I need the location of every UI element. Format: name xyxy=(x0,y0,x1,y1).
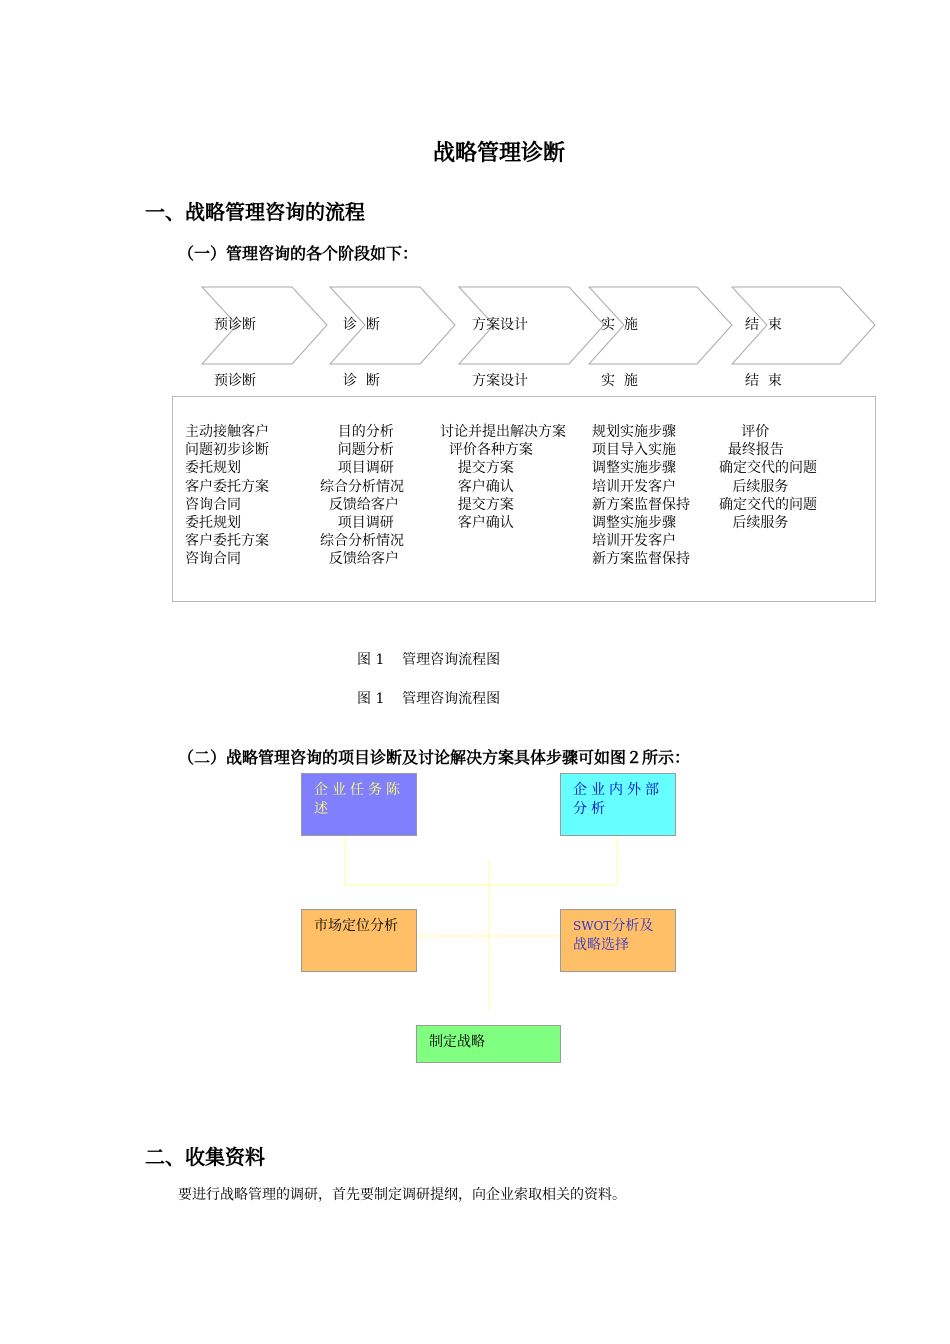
node-internal-external-analysis: 企业内外部分析 xyxy=(560,773,676,836)
task-item: 调整实施步骤 xyxy=(592,515,676,532)
swot-rest-label: 分析及战略选择 xyxy=(573,918,654,953)
swot-label: SWOT xyxy=(573,919,612,933)
task-item: 评价 xyxy=(719,424,770,440)
task-item: 委托规划 xyxy=(185,460,241,477)
task-item: 新方案监督保持 xyxy=(592,496,690,513)
section-2-body: 要进行战略管理的调研，首先要制定调研提纲，向企业索取相关的资料。 xyxy=(178,1187,626,1203)
task-item: 客户确认 xyxy=(440,478,514,495)
task-item: 讨论并提出解决方案 xyxy=(440,424,566,440)
figure-caption-1: 图 1 管理咨询流程图 xyxy=(357,652,501,668)
task-item: 项目导入实施 xyxy=(592,442,676,459)
task-item: 客户委托方案 xyxy=(185,478,269,495)
task-item: 客户确认 xyxy=(440,515,514,532)
task-item: 反馈给客户 xyxy=(320,496,399,513)
task-item: 提交方案 xyxy=(440,460,514,477)
task-item: 综合分析情况 xyxy=(320,533,404,550)
task-item: 评价各种方案 xyxy=(440,442,533,459)
task-item: 问题初步诊断 xyxy=(185,442,269,459)
stage-label-5: 结 束 xyxy=(745,373,782,389)
task-item: 培训开发客户 xyxy=(592,533,676,550)
task-item: 咨询合同 xyxy=(185,496,241,513)
tasks-column-implementation xyxy=(592,423,690,569)
figure-caption-2: 图 1 管理咨询流程图 xyxy=(357,691,501,707)
chevron-label-2: 诊 断 xyxy=(343,317,380,333)
stage-label-4: 实 施 xyxy=(601,373,638,389)
chevron-label-5: 结 束 xyxy=(745,317,782,333)
task-item: 主动接触客户 xyxy=(185,424,269,440)
section-2-heading: 二、收集资料 xyxy=(145,1145,265,1169)
task-item: 客户委托方案 xyxy=(185,533,269,550)
section-1-heading: 一、战略管理咨询的流程 xyxy=(145,200,365,224)
task-item: 问题分析 xyxy=(320,442,394,459)
stage-label-1: 预诊断 xyxy=(214,373,256,389)
subsection-1-heading: （一）管理咨询的各个阶段如下： xyxy=(178,244,419,263)
task-item: 咨询合同 xyxy=(185,551,241,568)
subsection-2-heading: （二）战略管理咨询的项目诊断及讨论解决方案具体步骤可如图２所示： xyxy=(178,748,691,767)
chevron-label-3: 方案设计 xyxy=(472,317,528,333)
stage-tasks-box xyxy=(172,396,876,602)
stage-label-3: 方案设计 xyxy=(472,373,528,389)
task-item: 规划实施步骤 xyxy=(592,424,676,440)
task-item: 目的分析 xyxy=(320,424,394,440)
node-formulate-strategy: 制定战略 xyxy=(416,1025,561,1063)
node-task-statement: 企业任务陈述 xyxy=(301,773,417,836)
stage-label-2: 诊 断 xyxy=(343,373,380,389)
node-market-positioning: 市场定位分析 xyxy=(301,909,417,972)
task-item: 项目调研 xyxy=(320,515,394,532)
task-item: 确定交代的问题 xyxy=(719,496,817,513)
page-title: 战略管理诊断 xyxy=(432,141,565,166)
tasks-column-closing xyxy=(719,423,817,532)
task-item: 综合分析情况 xyxy=(320,478,404,495)
task-item: 提交方案 xyxy=(440,496,514,513)
chevron-label-1: 预诊断 xyxy=(214,317,256,333)
chevron-label-4: 实 施 xyxy=(601,317,638,333)
task-item: 确定交代的问题 xyxy=(719,460,817,477)
task-item: 项目调研 xyxy=(320,460,394,477)
task-item: 新方案监督保持 xyxy=(592,551,690,568)
task-item: 委托规划 xyxy=(185,515,241,532)
task-item: 调整实施步骤 xyxy=(592,460,676,477)
tasks-column-pre-diagnosis xyxy=(185,423,269,569)
task-item: 反馈给客户 xyxy=(320,551,399,568)
task-item: 后续服务 xyxy=(719,478,789,495)
node-swot-analysis xyxy=(560,909,676,972)
tasks-column-diagnosis xyxy=(320,423,404,569)
task-item: 最终报告 xyxy=(719,442,784,459)
task-item: 后续服务 xyxy=(719,515,789,532)
task-item: 培训开发客户 xyxy=(592,478,676,495)
tasks-column-solution-design xyxy=(440,423,566,532)
